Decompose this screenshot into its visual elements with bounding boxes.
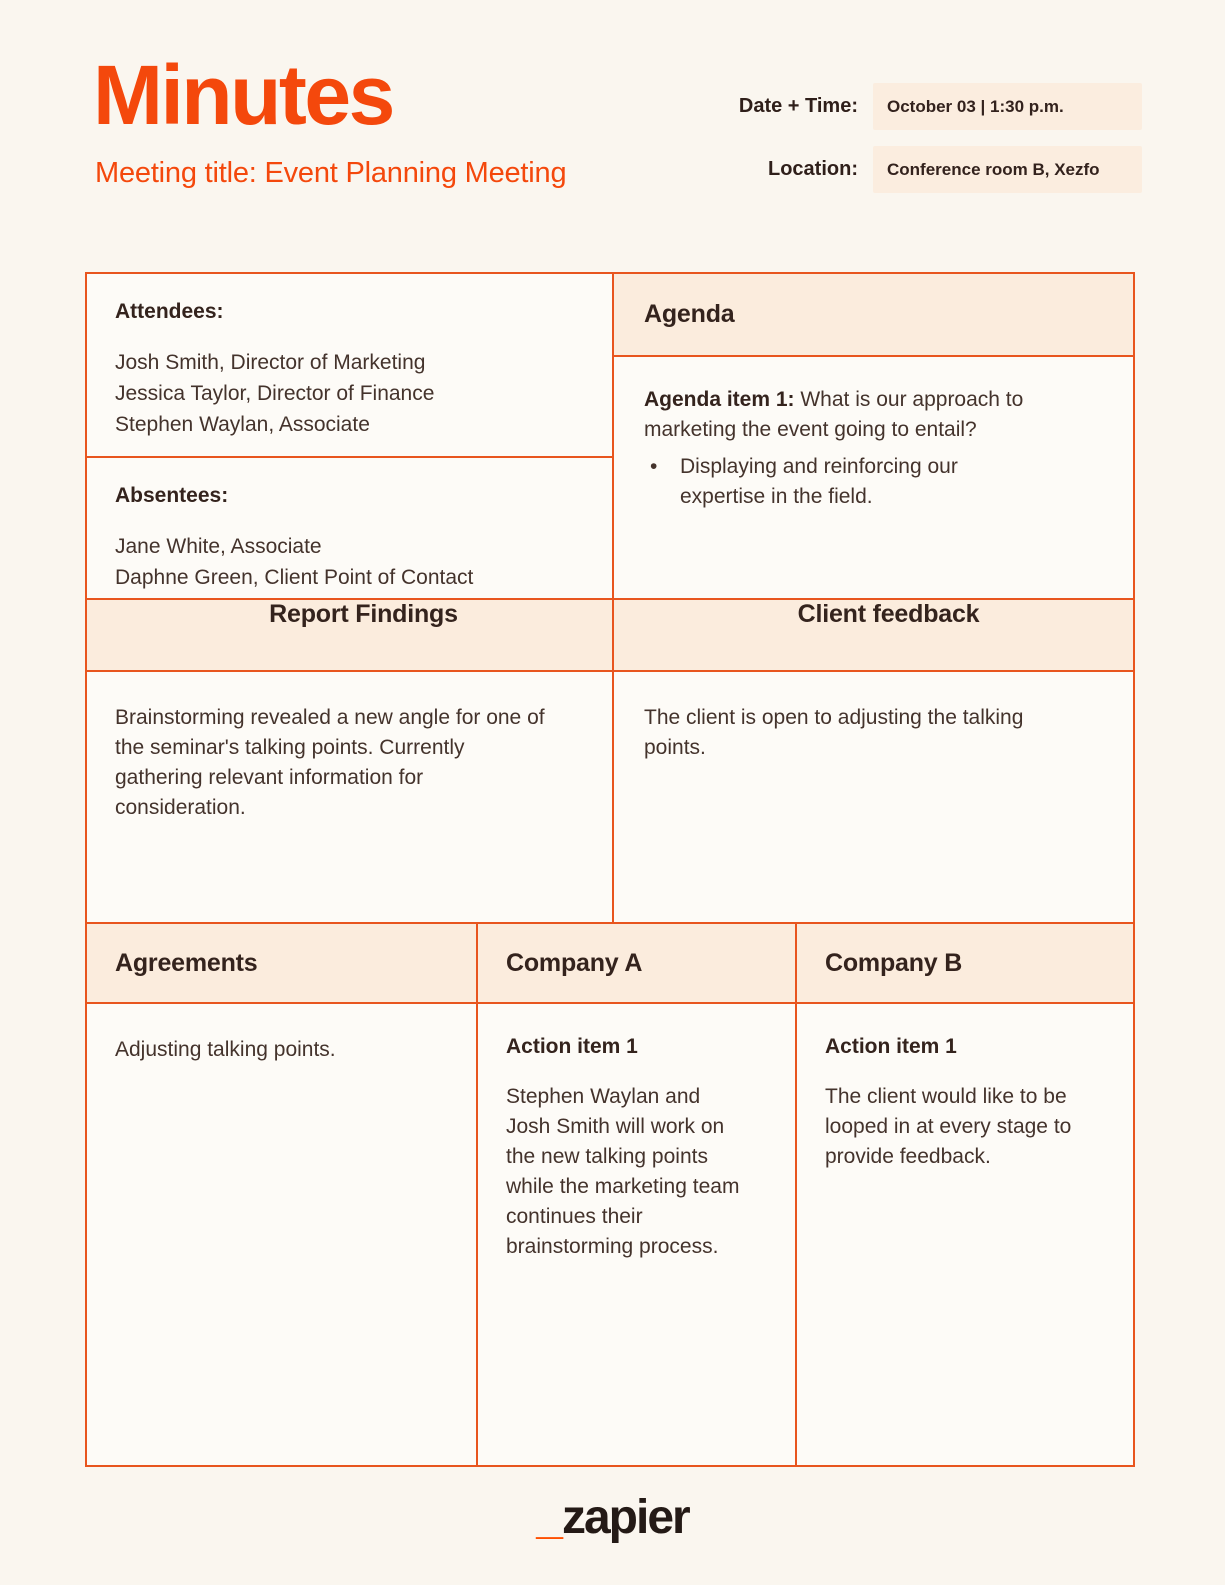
absentee-item: Jane White, Associate xyxy=(115,535,322,558)
report-findings-cell xyxy=(87,672,614,922)
agenda-header: Agenda xyxy=(644,300,735,328)
company-b-header: Company B xyxy=(825,948,963,977)
agenda-bullet-item xyxy=(644,452,1109,512)
company-a-action-text: Stephen Waylan and Josh Smith will work on the new talking points while the marketing team continues their brainstorming process. xyxy=(506,1085,740,1258)
page-title: Minutes xyxy=(93,48,393,142)
attendee-item: Stephen Waylan, Associate xyxy=(115,413,370,436)
absentees-cell xyxy=(87,458,612,598)
agenda-content-cell xyxy=(614,357,1133,598)
company-a-cell xyxy=(478,1004,797,1465)
attendance-column xyxy=(87,274,614,598)
location-label: Location: xyxy=(768,158,858,180)
absentees-list xyxy=(115,531,584,593)
client-feedback-header-cell xyxy=(614,600,1133,670)
company-a-header-cell xyxy=(478,924,797,1002)
company-b-header-cell xyxy=(797,924,1133,1002)
section-bottom-headers xyxy=(87,922,1133,1002)
company-a-action-label: Action item 1 xyxy=(506,1035,638,1058)
attendees-cell xyxy=(87,274,612,458)
attendees-label: Attendees: xyxy=(115,300,224,323)
bullet-icon: • xyxy=(650,455,658,478)
minutes-table xyxy=(85,272,1135,1467)
section-mid-content xyxy=(87,670,1133,922)
logo-underscore-icon: _ xyxy=(536,1491,561,1544)
agreements-header-cell xyxy=(87,924,478,1002)
agenda-header-cell xyxy=(614,274,1133,357)
agenda-item-text: What is our approach to marketing the event going to entail? xyxy=(644,388,1024,441)
agenda-bullet-text: Displaying and reinforcing our expertise in the field. xyxy=(680,455,958,508)
location-value: Conference room B, Xezfo xyxy=(887,159,1100,179)
company-b-cell xyxy=(797,1004,1133,1465)
agenda-item xyxy=(644,385,1106,445)
datetime-label: Date + Time: xyxy=(738,95,858,117)
agreements-text: Adjusting talking points. xyxy=(115,1038,336,1061)
attendees-list xyxy=(115,347,584,440)
absentee-item: Daphne Green, Client Point of Contact xyxy=(115,566,474,589)
client-feedback-text: The client is open to adjusting the talking points. xyxy=(644,706,1024,759)
absentees-label: Absentees: xyxy=(115,484,229,507)
agenda-column xyxy=(614,274,1133,598)
datetime-value: October 03 | 1:30 p.m. xyxy=(887,96,1064,116)
attendee-item: Josh Smith, Director of Marketing xyxy=(115,351,426,374)
report-findings-text: Brainstorming revealed a new angle for one of the seminar's talking points. Currently gathering relevant information for consideration. xyxy=(115,706,545,819)
datetime-field[interactable] xyxy=(873,83,1142,130)
company-b-action-text: The client would like to be looped in at every stage to provide feedback. xyxy=(825,1085,1072,1168)
logo-wordmark: zapier xyxy=(561,1491,689,1544)
report-findings-header: Report Findings xyxy=(269,600,458,628)
section-mid-headers xyxy=(87,598,1133,670)
company-b-action-label: Action item 1 xyxy=(825,1035,957,1058)
section-top xyxy=(87,274,1133,598)
attendee-item: Jessica Taylor, Director of Finance xyxy=(115,382,435,405)
location-field[interactable] xyxy=(873,146,1142,193)
client-feedback-cell xyxy=(614,672,1133,922)
meeting-title: Meeting title: Event Planning Meeting xyxy=(95,157,567,189)
company-a-header: Company A xyxy=(506,948,643,977)
agenda-item-label: Agenda item 1: xyxy=(644,388,795,411)
section-bottom-content xyxy=(87,1002,1133,1465)
agreements-cell xyxy=(87,1004,478,1465)
report-findings-header-cell xyxy=(87,600,614,670)
client-feedback-header: Client feedback xyxy=(797,600,980,628)
zapier-logo xyxy=(0,1489,1225,1547)
agreements-header: Agreements xyxy=(115,948,258,977)
